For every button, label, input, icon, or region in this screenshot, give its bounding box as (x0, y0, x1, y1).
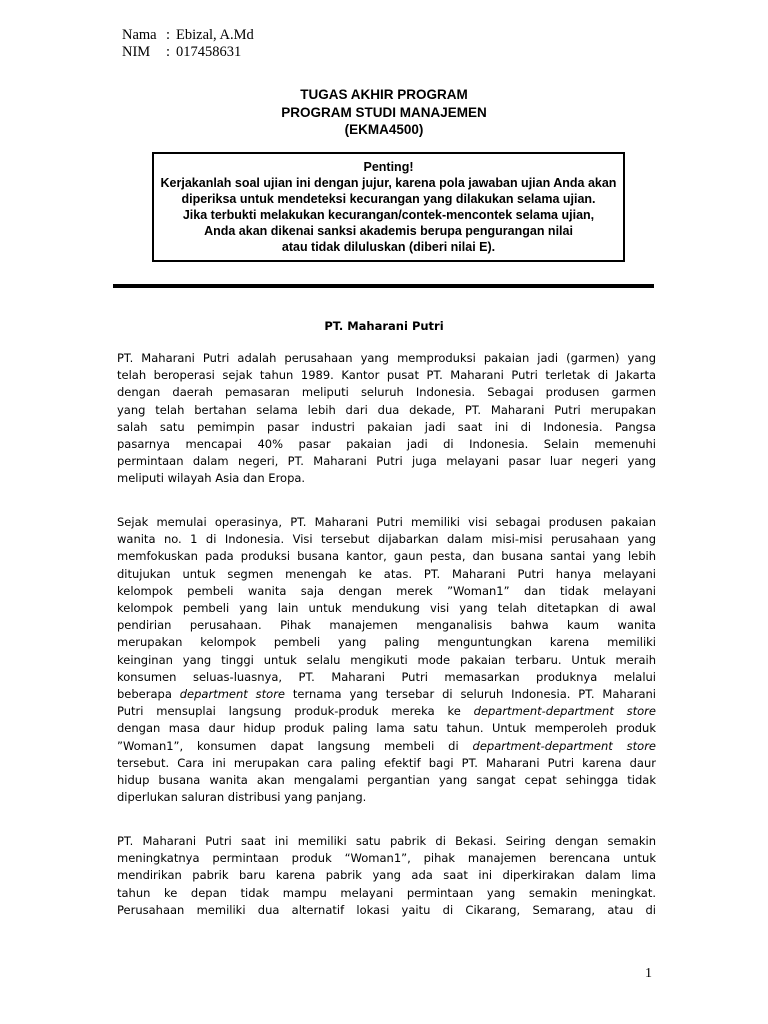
paragraph-line: konsumen seluas-luasnya, PT. Maharani Putri memasarkan produknya melalui (117, 669, 656, 684)
case-title: PT. Maharani Putri (324, 319, 444, 333)
notice-line: Kerjakanlah soal ujian ini dengan jujur, karena pola jawaban ujian Anda akan (160, 176, 617, 190)
nim-separator: : (166, 44, 171, 60)
paragraph-1 (117, 350, 656, 488)
paragraph-line: Perusahaan memiliki dua alternatif lokasi yaitu di Cikarang, Semarang, atau di (117, 902, 656, 917)
paragraph-line: pendirian perusahaan. Pihak manajemen menganalisis bahwa kaum wanita (117, 618, 656, 633)
paragraph-line: meliputi wilayah Asia dan Eropa. (117, 471, 306, 486)
nim-value: 017458631 (176, 44, 242, 60)
page-number: 1 (645, 966, 652, 981)
paragraph-line: mendirikan pabrik baru karena pabrik yang ada saat ini diperkirakan dalam lima (117, 868, 656, 883)
paragraph-line (117, 703, 656, 720)
paragraph-line: telah beroperasi sejak tahun 1989. Kantor pusat PT. Maharani Putri terletak di Jakarta (117, 368, 656, 383)
paragraph-line: kelompok pembeli wanita saja dengan merek ”Woman1” dan tidak melayani (117, 583, 656, 598)
paragraph-line: dengan masa daur hidup produk paling lama satu tahun. Untuk memperoleh produk (117, 721, 656, 736)
nim-row (122, 44, 254, 61)
notice-line: Anda akan dikenai sanksi akademis berupa pengurangan nilai (204, 224, 573, 238)
notice-heading: Penting! (363, 160, 414, 174)
paragraph-line: tersebut. Cara ini merupakan cara paling efektif bagi PT. Maharani Putri karena daur (117, 755, 656, 770)
paragraph-line: diperlukan saluran distribusi yang panjang. (117, 790, 367, 805)
paragraph-line: kelompok pembeli yang lain untuk mendukung visi yang telah ditetapkan di awal (117, 601, 656, 616)
text-run: ternama yang tersebar di seluruh Indonesia. PT. Maharani (285, 687, 656, 702)
name-row (122, 27, 254, 44)
paragraph-line: hidup busana wanita akan mengalami pergantian yang sangat cepat sehingga tidak (117, 773, 656, 788)
notice-line: diperiksa untuk mendeteksi kecurangan yang dilakukan selama ujian. (181, 192, 596, 206)
exam-title-block (0, 86, 768, 139)
paragraph-line: dengan daerah pemasaran meliputi seluruh Indonesia. Sebagai produsen garmen (117, 385, 656, 400)
text-run: ”Woman1”, konsumen dapat langsung membeli di (117, 738, 473, 753)
italic-term: department-department store (473, 704, 656, 719)
paragraph-line: permintaan dalam negeri, PT. Maharani Putri juga melayani pasar luar negeri yang (117, 454, 656, 469)
paragraph-line (117, 686, 656, 703)
section-divider (113, 284, 654, 288)
exam-course-code: (EKMA4500) (344, 122, 424, 137)
paragraph-line: yang telah bertahan selama lebih dari dua dekade, PT. Maharani Putri merupakan (117, 402, 656, 417)
text-run: Putri mensuplai langsung produk-produk mereka ke (117, 704, 474, 719)
paragraph-line: Sejak memulai operasinya, PT. Maharani Putri memiliki visi sebagai produsen pakaian (117, 515, 656, 529)
text-run: beberapa (117, 687, 180, 702)
exam-title-line1: TUGAS AKHIR PROGRAM (300, 87, 468, 102)
notice-line: Jika terbukti melakukan kecurangan/contek-mencontek selama ujian, (182, 208, 595, 222)
paragraph-line: wanita no. 1 di Indonesia. Visi tersebut dijabarkan dalam misi-misi perusahaan yang (117, 532, 656, 547)
paragraph-line: salah satu pemimpin pasar industri pakaian jadi saat ini di Indonesia. Pangsa (117, 419, 656, 434)
name-separator: : (166, 27, 171, 43)
paragraph-line: memfokuskan pada produksi busana kantor, gaun pesta, dan busana santai yang lebih (117, 549, 656, 564)
italic-term: department-department store (472, 738, 656, 753)
paragraph-line: meningkatnya permintaan produk “Woman1”, pihak manajemen berencana untuk (117, 851, 656, 866)
paragraph-line: pasarnya mencapai 40% pasar pakaian jadi di Indonesia. Selain memenuhi (117, 437, 656, 452)
paragraph-line: tahun ke depan tidak mampu melayani permintaan yang semakin meningkat. (117, 885, 656, 900)
paragraph-line: merupakan kelompok pembeli yang paling menguntungkan karena memiliki (117, 635, 656, 650)
notice-line: atau tidak diluluskan (diberi nilai E). (281, 240, 496, 254)
nim-label: NIM (122, 44, 151, 60)
paragraph-line (117, 738, 656, 755)
name-label: Nama (122, 27, 157, 43)
italic-term: department store (179, 687, 285, 702)
paragraph-line: PT. Maharani Putri adalah perusahaan yang memproduksi pakaian jadi (garmen) yang (117, 351, 656, 365)
paragraph-line: PT. Maharani Putri saat ini memiliki satu pabrik di Bekasi. Seiring dengan semakin (117, 834, 656, 848)
important-notice-box (152, 152, 625, 262)
student-identity (122, 27, 254, 61)
paragraph-2 (117, 514, 656, 806)
paragraph-line: ditujukan untuk segmen menengah ke atas. PT. Maharani Putri hanya melayani (117, 566, 656, 581)
paragraph-line: keinginan yang tinggi untuk selalu mengikuti mode pakaian terbaru. Untuk meraih (117, 652, 656, 667)
paragraph-3 (117, 833, 656, 919)
exam-title-line2: PROGRAM STUDI MANAJEMEN (281, 104, 487, 120)
name-value: Ebizal, A.Md (176, 27, 254, 43)
